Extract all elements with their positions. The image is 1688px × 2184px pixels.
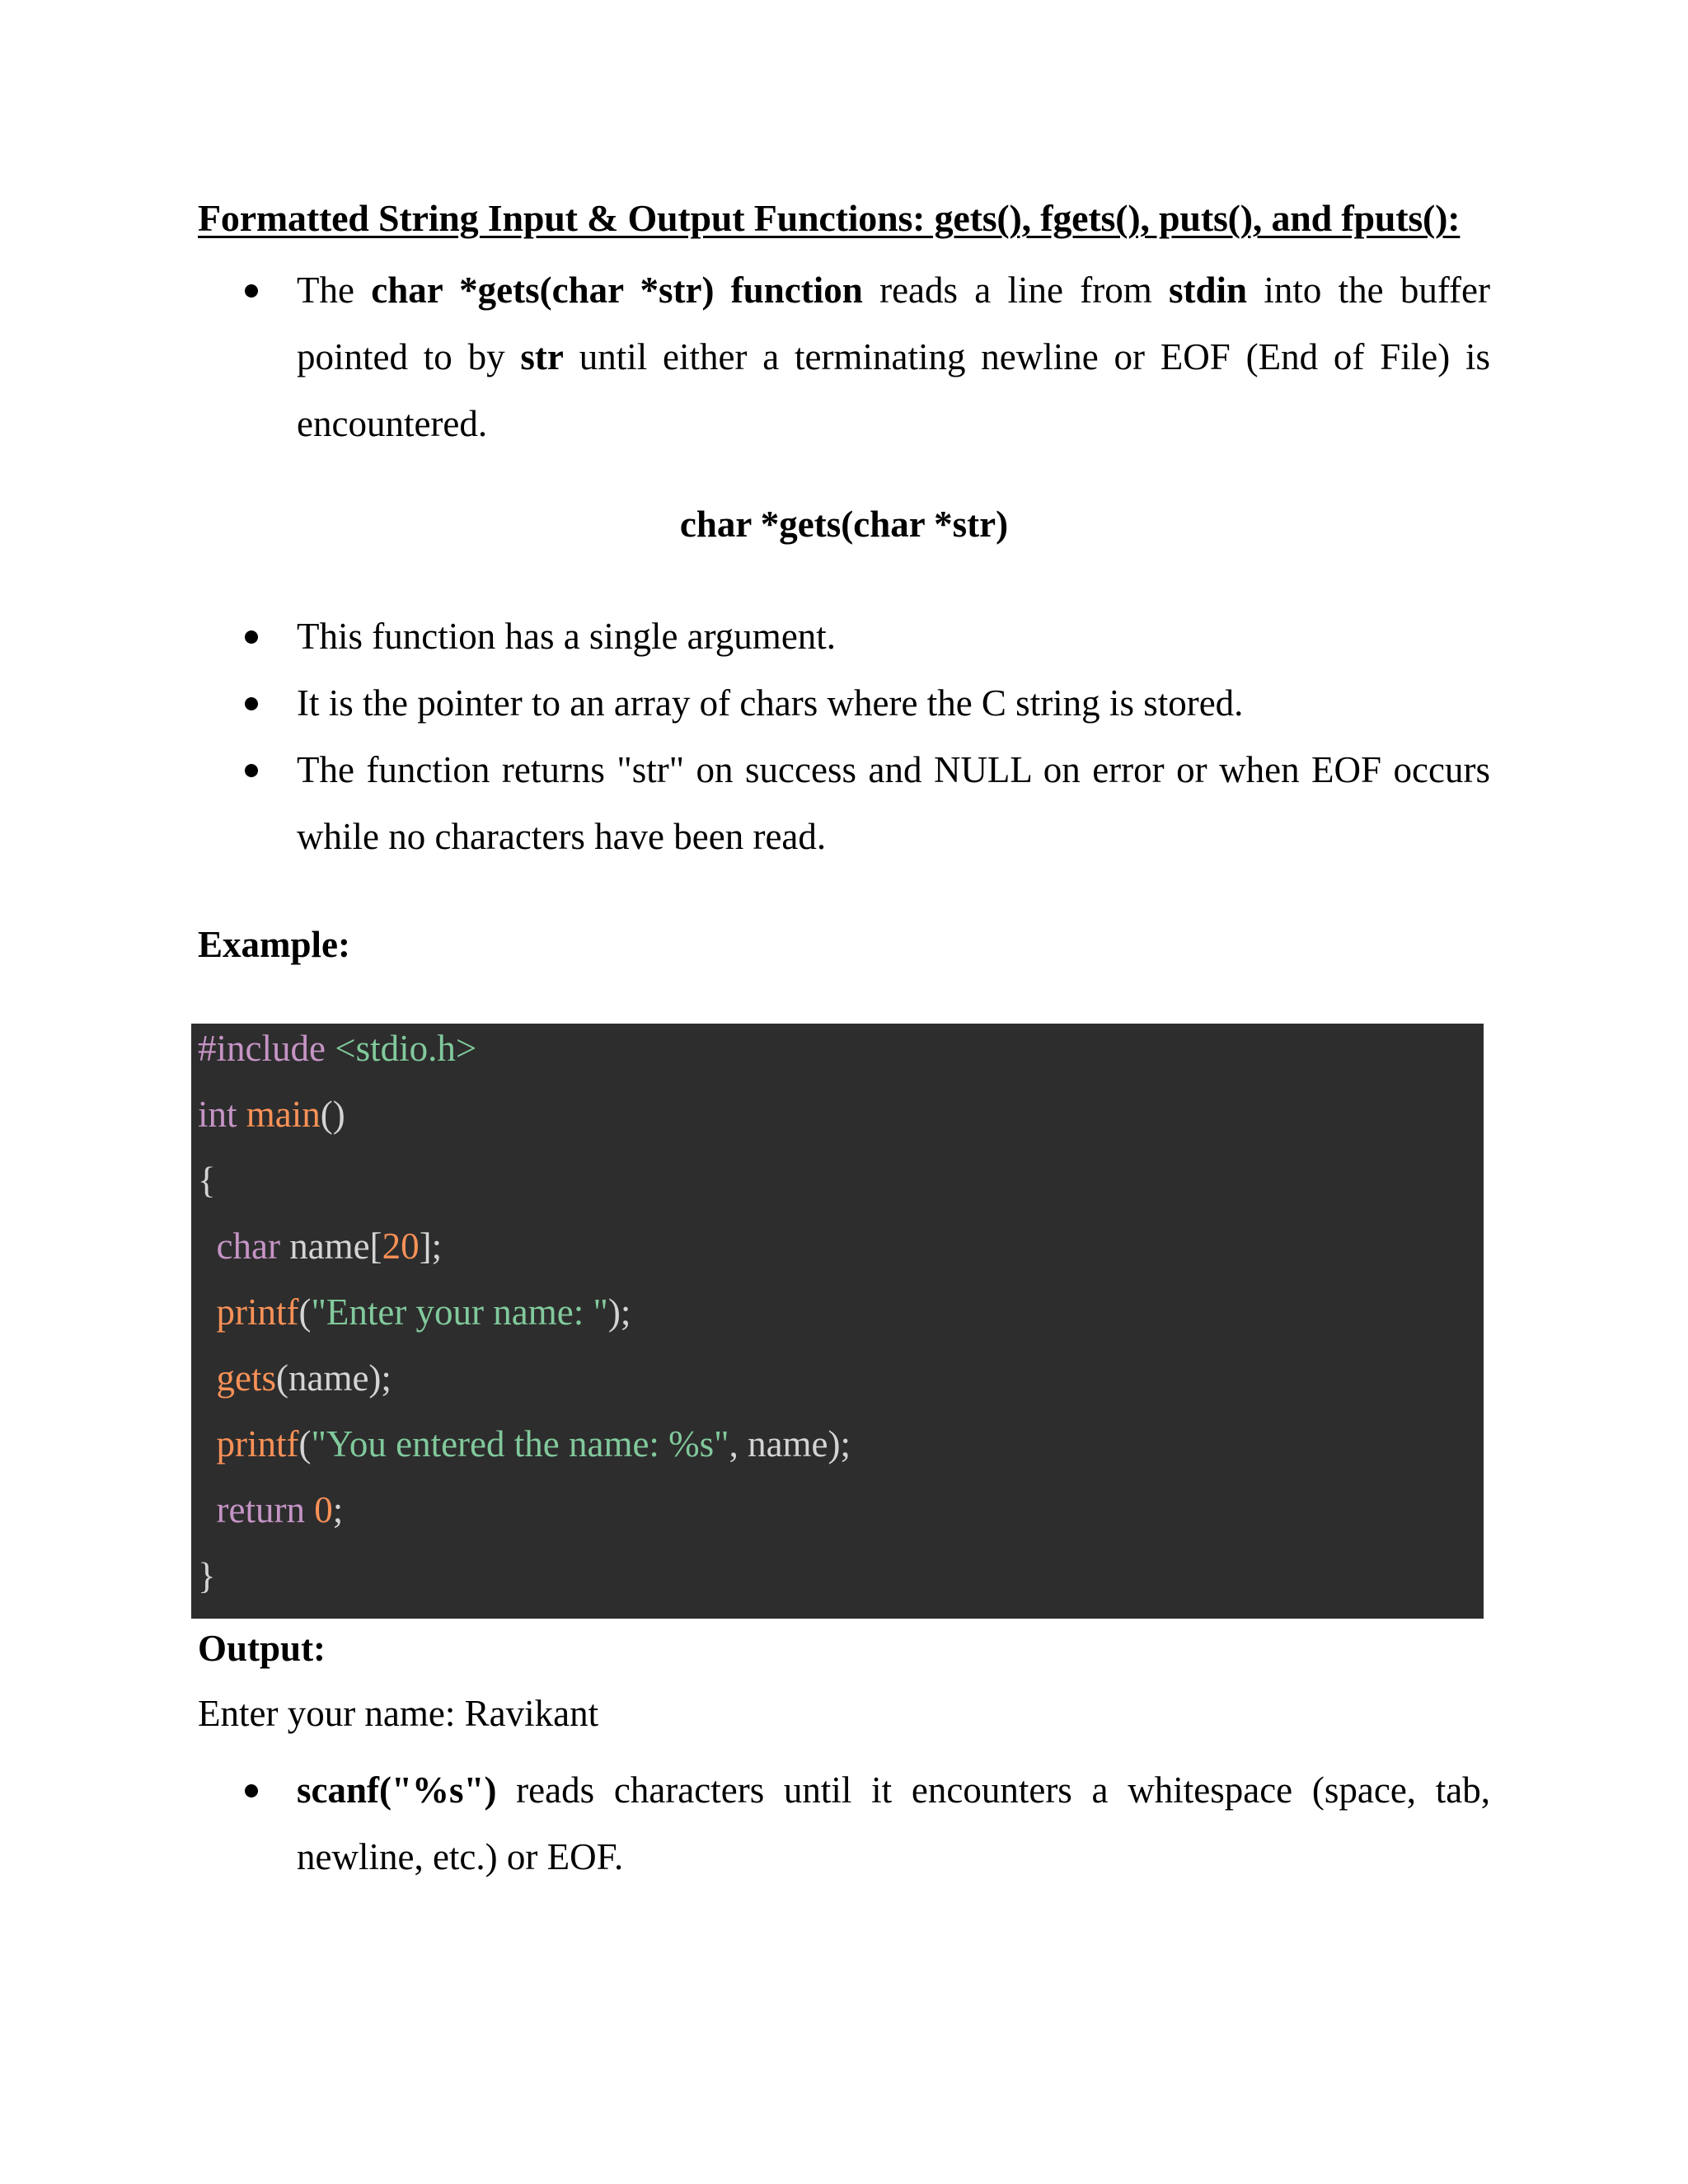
code-token: #include	[198, 1028, 335, 1069]
bullet-text-mid: into the buffer pointed to by	[297, 269, 1490, 377]
code-line	[198, 1287, 631, 1337]
gets-description-list	[198, 257, 1490, 457]
code-line	[198, 1221, 442, 1271]
code-token: return	[198, 1489, 315, 1530]
stdin-term: stdin	[1169, 269, 1248, 311]
output-text: Enter your name: Ravikant	[198, 1693, 599, 1734]
code-token: }	[198, 1555, 216, 1596]
code-token: name	[289, 1226, 370, 1267]
code-line	[198, 1419, 851, 1469]
example-label: Example:	[198, 924, 350, 965]
code-token: (	[298, 1423, 312, 1465]
bullet-icon	[245, 284, 258, 298]
bullet-text-post: reads characters until it encounters a whitespace (space, tab, newline, etc.) or EOF.	[297, 1769, 1490, 1877]
code-token: (	[298, 1291, 312, 1333]
bullet-icon	[245, 697, 258, 710]
code-token: [	[369, 1226, 382, 1267]
bullet-icon	[245, 764, 258, 777]
str-term: str	[520, 336, 564, 377]
code-line	[198, 1155, 216, 1205]
code-block	[191, 1024, 1484, 1619]
code-token: ];	[419, 1226, 443, 1267]
code-token: {	[198, 1160, 216, 1201]
bullet-text-post: until either a terminating newline or EOF (End of File) is encountered.	[297, 336, 1491, 444]
output-label: Output:	[198, 1628, 326, 1669]
code-token: 20	[382, 1226, 420, 1267]
bullet-text: It is the pointer to an array of chars where the C string is stored.	[297, 682, 1244, 724]
section-heading: Formatted String Input & Output Functions: gets(), fgets(), puts(), and fputs():	[198, 197, 1461, 239]
bullet-icon	[245, 1784, 258, 1797]
code-token: (name);	[276, 1357, 392, 1399]
bullet-text-mid: reads a line from	[862, 269, 1170, 311]
code-line	[198, 1090, 345, 1139]
code-token: );	[607, 1291, 631, 1333]
code-line	[198, 1024, 476, 1073]
gets-function-name: char *gets(char *str) function	[371, 269, 863, 311]
bullet-text: This function has a single argument.	[297, 616, 837, 657]
bullet-icon	[245, 630, 258, 644]
code-token: printf	[198, 1291, 299, 1333]
bullet-text: The function returns "str" on success and NULL on error or when EOF occurs while no characters have been read.	[297, 749, 1490, 857]
list-item	[198, 603, 1490, 670]
code-token: 0	[314, 1489, 333, 1530]
code-token: ()	[320, 1094, 345, 1135]
scanf-note-list	[198, 1757, 1490, 1891]
code-token: int	[198, 1094, 246, 1135]
scanf-term: scanf("%s")	[297, 1769, 497, 1811]
code-token: char	[198, 1226, 290, 1267]
code-token: printf	[198, 1423, 299, 1465]
code-token: "You entered the name: %s"	[311, 1423, 729, 1465]
list-item	[198, 1757, 1490, 1891]
bullet-text-pre: The	[297, 269, 372, 311]
gets-details-list	[198, 603, 1490, 870]
function-signature: char *gets(char *str)	[679, 504, 1009, 545]
code-token: ;	[332, 1489, 344, 1530]
code-token: <stdio.h>	[335, 1028, 477, 1069]
code-token: gets	[198, 1357, 276, 1399]
code-token: main	[246, 1094, 321, 1135]
code-line	[198, 1551, 216, 1601]
list-item	[198, 670, 1490, 737]
code-line	[198, 1485, 343, 1535]
list-item	[198, 737, 1490, 870]
code-token: , name);	[729, 1423, 851, 1465]
code-token: "Enter your name: "	[311, 1291, 608, 1333]
code-line	[198, 1353, 392, 1403]
list-item	[198, 257, 1490, 457]
